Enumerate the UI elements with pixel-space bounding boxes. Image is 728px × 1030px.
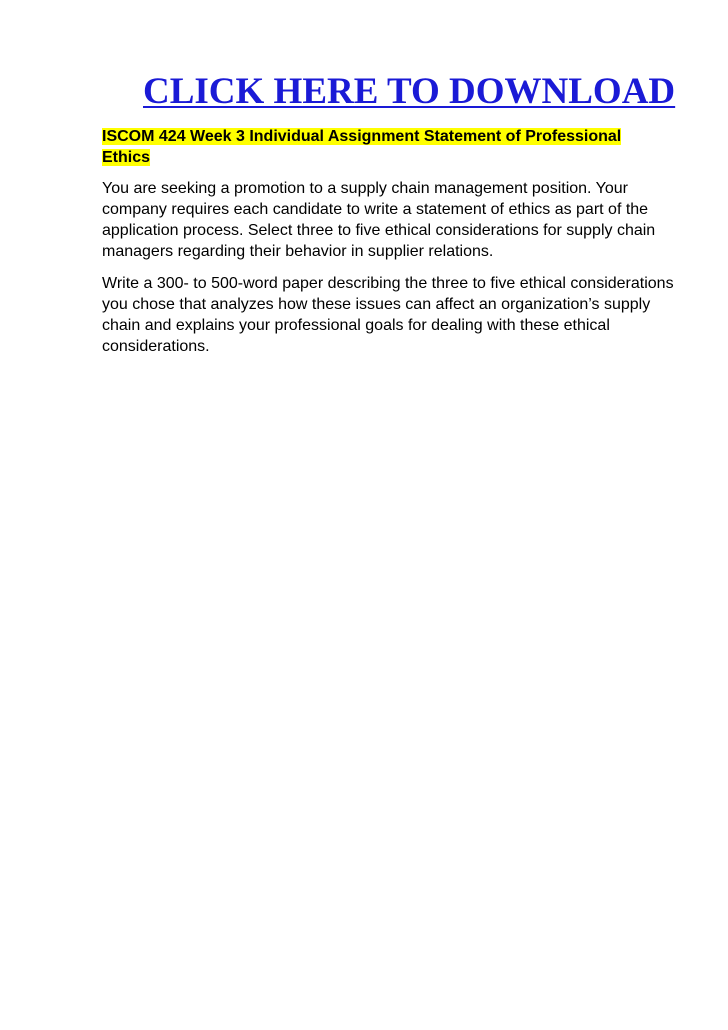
heading-line-2: Ethics: [102, 149, 151, 166]
assignment-heading: [102, 126, 692, 168]
download-link[interactable]: CLICK HERE TO DOWNLOAD: [143, 71, 676, 112]
heading-line-1: ISCOM 424 Week 3 Individual Assignment Statement of Professional: [102, 128, 622, 145]
assignment-paragraph-2: Write a 300- to 500-word paper describing the three to five ethical considerations you chose that analyzes how these issues can affect an organization’s supply chain and explains your professional goals for dealing with these ethical considerations.: [102, 275, 674, 355]
document-body: [102, 126, 692, 368]
assignment-paragraph-1: You are seeking a promotion to a supply chain management position. Your company requires each candidate to write a statement of ethics as part of the application process. Select three to five ethical considerations for supply chain managers regarding their behavior in supplier relations.: [102, 180, 656, 260]
